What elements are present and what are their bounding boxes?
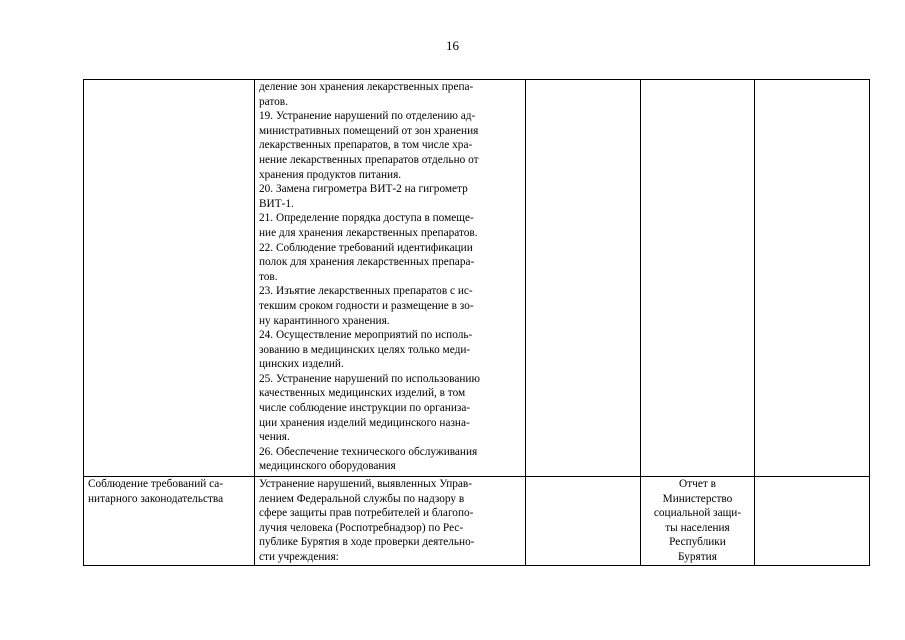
- row1-measure-line: министративных помещений от зон хранения: [259, 124, 479, 137]
- row1-measure-line: 25. Устранение нарушений по использованию: [259, 372, 480, 385]
- row1-measure-line: текшим сроком годности и размещение в зо-: [259, 299, 474, 312]
- row1-requirement-cell: [84, 80, 255, 477]
- row2-report-line: Бурятия: [678, 550, 717, 563]
- plan-table: [83, 79, 870, 566]
- row1-measure-line: цинских изделий.: [259, 358, 344, 371]
- row1-measures-cell: [255, 80, 526, 477]
- row2-measure-line: публике Бурятия в ходе проверки деятельно-: [259, 536, 475, 549]
- row2-requirement-cell: [84, 477, 255, 566]
- row1-measure-line: 26. Обеспечение технического обслуживания: [259, 445, 478, 458]
- row2-measure-line: Устранение нарушений, выявленных Управ-: [259, 478, 473, 490]
- row1-measure-line: ние для хранения лекарственных препаратов.: [259, 226, 478, 239]
- table-row-1: [84, 80, 870, 477]
- row2-requirement-line: Соблюдение требований са-: [88, 478, 224, 490]
- row1-measure-line: 22. Соблюдение требований идентификации: [259, 241, 473, 254]
- row1-report-cell: [641, 80, 755, 477]
- row2-measure-line: лучия человека (Роспотребнадзор) по Рес-: [259, 521, 464, 534]
- table-row-2: [84, 477, 870, 566]
- row2-report-line: ты населения: [665, 521, 730, 534]
- row1-measure-line: ВИТ-1.: [259, 197, 294, 210]
- row2-report-line: Министерство: [662, 492, 733, 505]
- row1-measure-line: медицинского оборудования: [259, 460, 396, 473]
- row2-measures-cell: [255, 477, 526, 566]
- row1-measure-line: хранения продуктов питания.: [259, 168, 402, 181]
- row2-report-line: Республики: [669, 536, 726, 549]
- row1-measure-line: ции хранения изделий медицинского назна-: [259, 416, 470, 429]
- row2-report-line: Отчет в: [679, 478, 716, 490]
- row1-measure-line: тов.: [259, 270, 278, 283]
- row2-report-cell: [641, 477, 755, 566]
- row1-measure-line: 19. Устранение нарушений по отделению ад-: [259, 110, 476, 123]
- row2-deadline-cell: [526, 477, 641, 566]
- row2-requirement-line: нитарного законодательства: [88, 492, 224, 505]
- row1-note-cell: [755, 80, 870, 477]
- row1-measure-line: лекарственных препаратов, в том числе хра-: [259, 139, 473, 152]
- row1-measure-line: деление зон хранения лекарственных препа-: [259, 81, 474, 93]
- row2-note-cell: [755, 477, 870, 566]
- row1-measure-line: 23. Изъятие лекарственных препаратов с ис-: [259, 285, 473, 298]
- page-number: 16: [446, 38, 459, 53]
- row2-measure-line: сфере защиты прав потребителей и благопо-: [259, 507, 474, 520]
- row1-measure-line: 20. Замена гигрометра ВИТ-2 на гигрометр: [259, 183, 468, 196]
- row1-measure-line: числе соблюдение инструкции по организа-: [259, 402, 471, 415]
- row2-measure-line: лением Федеральной службы по надзору в: [259, 492, 465, 505]
- row1-measure-line: 24. Осуществление мероприятий по исполь-: [259, 329, 473, 342]
- row2-report-line: социальной защи-: [653, 507, 742, 520]
- row1-measure-line: зованию в медицинских целях только меди-: [259, 343, 471, 356]
- row1-deadline-cell: [526, 80, 641, 477]
- row2-measure-line: сти учреждения:: [259, 550, 339, 563]
- row1-measure-line: ну карантинного хранения.: [259, 314, 390, 327]
- row1-measure-line: нение лекарственных препаратов отдельно от: [259, 153, 479, 166]
- row1-measure-line: полок для хранения лекарственных препара-: [259, 256, 475, 269]
- row1-measure-line: чения.: [259, 431, 290, 444]
- row1-measure-line: ратов.: [259, 95, 288, 108]
- row1-measure-line: качественных медицинских изделий, в том: [259, 387, 466, 400]
- row1-measure-line: 21. Определение порядка доступа в помеще-: [259, 212, 474, 225]
